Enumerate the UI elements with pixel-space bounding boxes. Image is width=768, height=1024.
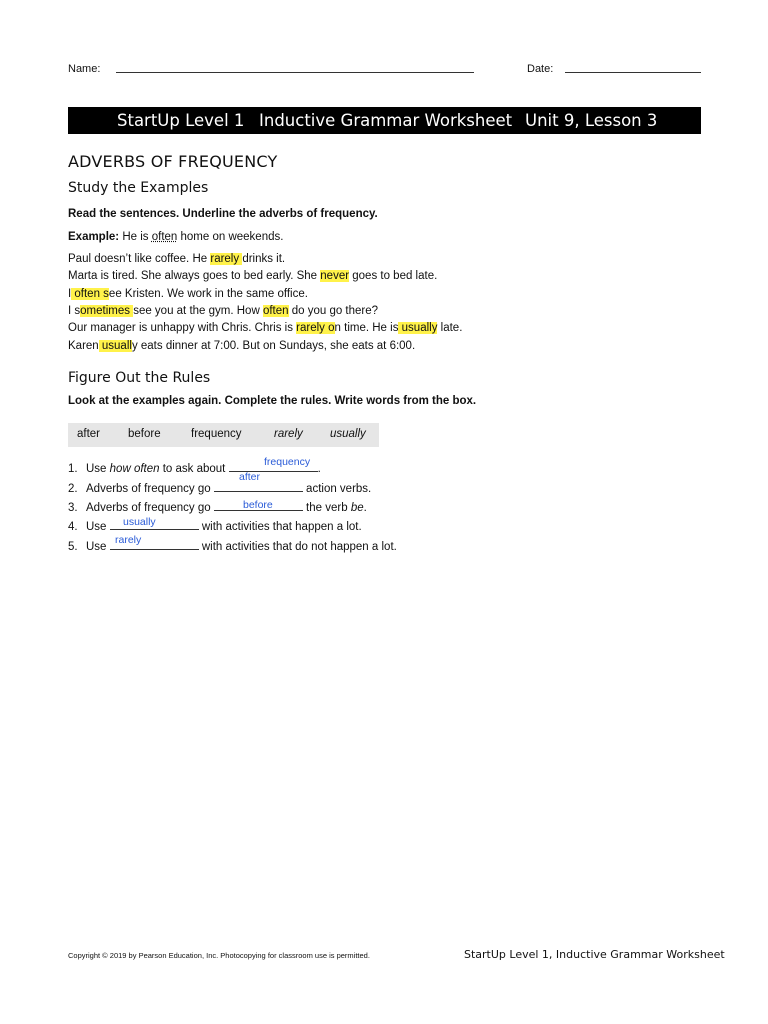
name-line[interactable] xyxy=(116,72,474,73)
worksheet-banner xyxy=(68,107,701,134)
banner-unit: Unit 9, Lesson 3 xyxy=(525,111,658,130)
highlight: ometimes xyxy=(80,305,134,317)
sentence-text: Marta is tired. She always goes to bed early. She xyxy=(68,270,321,282)
rule-emphasis: be xyxy=(350,502,364,514)
rule-number: 5. xyxy=(68,541,78,553)
sentence-text: drinks it. xyxy=(242,253,286,265)
example-sentence xyxy=(68,231,283,243)
name-label: Name: xyxy=(68,63,101,75)
rules-instruction: Look at the examples again. Complete the rules. Write words from the box. xyxy=(68,395,477,407)
rule-text: action verbs. xyxy=(302,483,372,495)
rule-number: 3. xyxy=(68,502,78,514)
rule-text: Adverbs of frequency go xyxy=(86,483,214,495)
example-text: He is xyxy=(119,231,152,243)
highlight: often xyxy=(262,305,289,317)
word-box-item: usually xyxy=(330,428,366,440)
rule-text: Use xyxy=(86,521,110,533)
sentence-text: ee Kristen. We work in the same office. xyxy=(108,288,308,300)
banner-course: StartUp Level 1 xyxy=(117,111,245,130)
highlight: rarely o xyxy=(296,322,335,334)
study-heading: Study the Examples xyxy=(68,180,209,196)
rule-item-4 xyxy=(68,519,362,533)
rule-item-3 xyxy=(68,500,367,514)
rule-text: Use xyxy=(86,541,110,553)
handwritten-answer: frequency xyxy=(264,456,311,468)
sentence-text: y eats dinner at 7:00. But on Sundays, she eats at 6:00. xyxy=(131,340,416,352)
rule-text: . xyxy=(363,502,367,514)
handwritten-answer: rarely xyxy=(115,534,142,546)
rule-text: with activities that happen a lot. xyxy=(198,521,362,533)
word-box xyxy=(68,423,379,447)
sentence-2 xyxy=(68,270,437,282)
date-line[interactable] xyxy=(565,72,701,73)
sentence-text: goes to bed late. xyxy=(349,270,438,282)
sentence-text: do you go there? xyxy=(288,305,379,317)
example-text-end: home on weekends. xyxy=(177,231,284,243)
word-box-item: before xyxy=(128,428,161,440)
sentence-text: I s xyxy=(68,305,81,317)
rule-text: . xyxy=(317,463,321,475)
highlight: usuall xyxy=(98,340,132,352)
date-label: Date: xyxy=(527,63,554,75)
word-box-item: rarely xyxy=(274,428,303,440)
rule-item-2 xyxy=(68,481,371,495)
rule-number: 1. xyxy=(68,463,78,475)
highlight: usually xyxy=(398,322,438,334)
sentence-text: Karen xyxy=(68,340,99,352)
handwritten-answer: before xyxy=(243,499,273,511)
rule-number: 4. xyxy=(68,521,78,533)
rule-text: Use xyxy=(86,463,110,475)
handwritten-answer: usually xyxy=(123,516,156,528)
footer-title: StartUp Level 1, Inductive Grammar Worksheet xyxy=(464,948,725,961)
sentence-text: Paul doesn’t like coffee. He xyxy=(68,253,211,265)
sentence-text: I xyxy=(68,288,72,300)
rules-heading: Figure Out the Rules xyxy=(68,370,211,386)
sentence-4 xyxy=(68,305,378,317)
footer-copyright: Copyright © 2019 by Pearson Education, Inc. Photocopying for classroom use is permitted. xyxy=(68,951,370,960)
sentence-1 xyxy=(68,253,285,265)
rule-number: 2. xyxy=(68,483,78,495)
highlight: rarely xyxy=(210,253,243,265)
banner-worksheet: Inductive Grammar Worksheet xyxy=(259,111,513,130)
sentence-6 xyxy=(68,340,415,352)
sentence-text: see you at the gym. How xyxy=(133,305,263,317)
highlight: often s xyxy=(71,288,109,300)
sentence-3 xyxy=(68,288,308,300)
rule-text: to ask about xyxy=(159,463,229,475)
rule-text: the verb xyxy=(302,502,351,514)
rule-emphasis: how often xyxy=(109,463,160,475)
word-box-item: frequency xyxy=(191,428,242,440)
sentence-text: n time. He is xyxy=(334,322,399,334)
rule-text: with activities that do not happen a lot. xyxy=(198,541,397,553)
highlight: never xyxy=(320,270,350,282)
example-label: Example: xyxy=(68,231,120,243)
rule-text: Adverbs of frequency go xyxy=(86,502,214,514)
example-adverb: often xyxy=(151,231,178,243)
sentence-text: late. xyxy=(437,322,463,334)
handwritten-answer: after xyxy=(239,471,261,483)
page-title: ADVERBS OF FREQUENCY xyxy=(68,152,278,171)
sentence-text: Our manager is unhappy with Chris. Chris is xyxy=(68,322,297,334)
sentence-5 xyxy=(68,322,462,334)
word-box-item: after xyxy=(77,428,101,440)
study-instruction: Read the sentences. Underline the adverbs of frequency. xyxy=(68,208,378,220)
